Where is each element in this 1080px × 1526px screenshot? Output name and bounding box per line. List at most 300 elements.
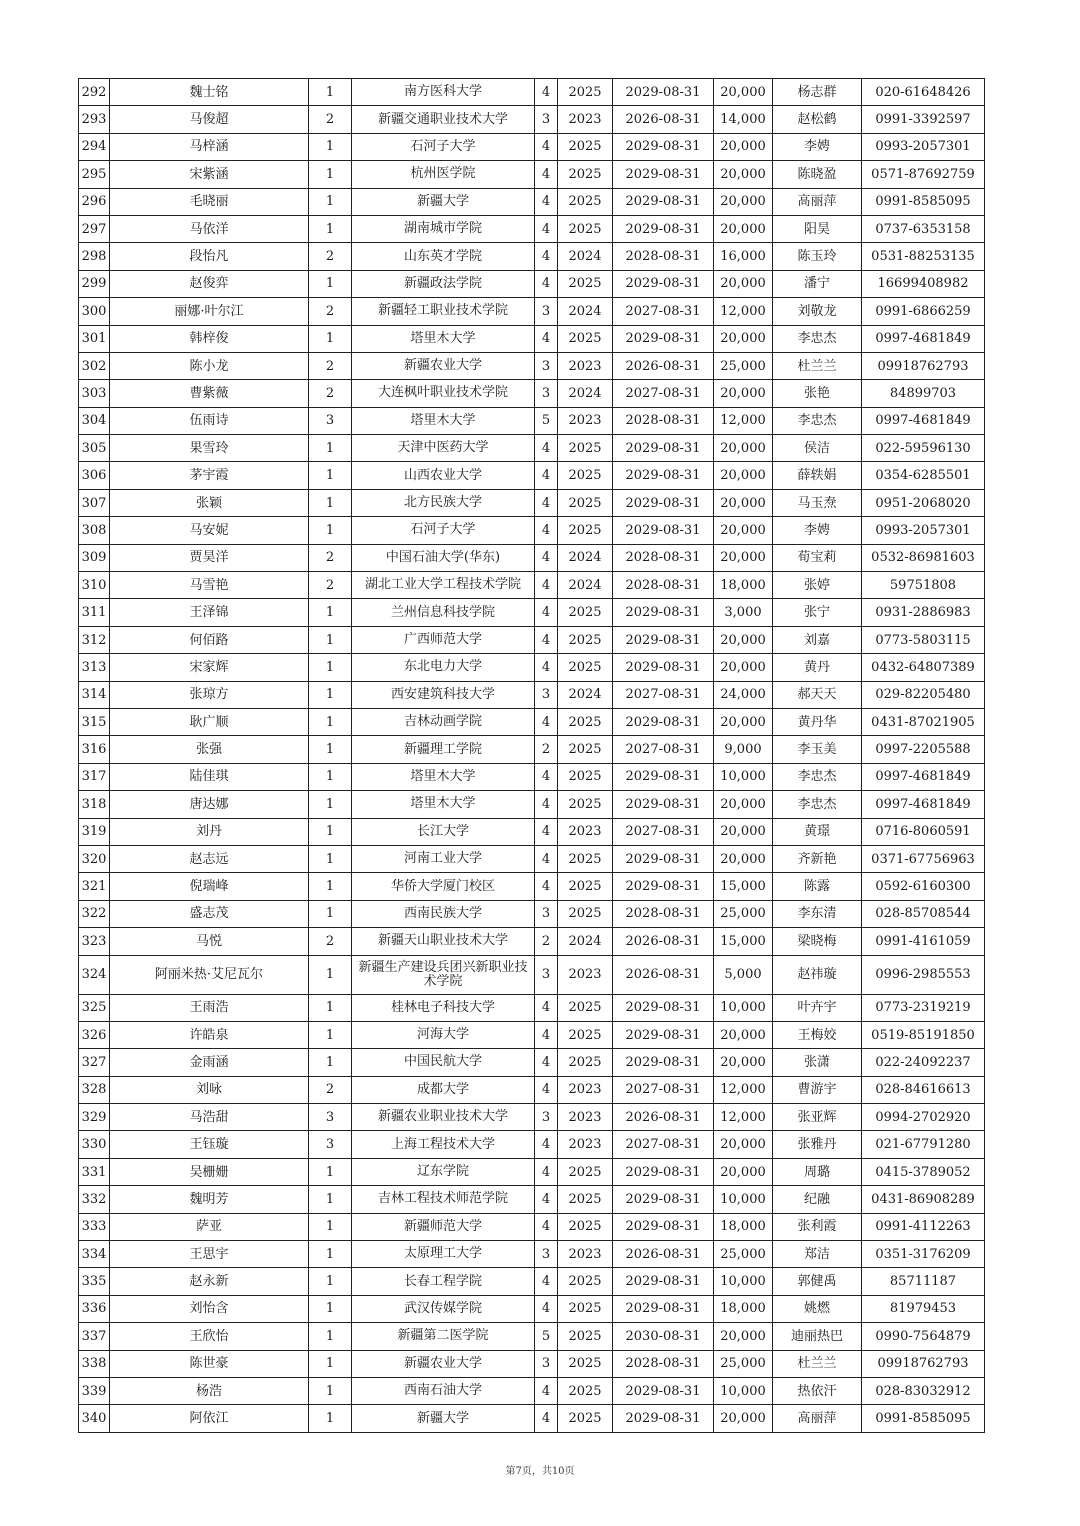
- end-date-cell: 2029-08-31: [613, 489, 714, 516]
- phone-cell: 0996-2985553: [862, 955, 985, 994]
- row-number-cell: 309: [79, 544, 110, 571]
- end-date-cell: 2028-08-31: [613, 900, 714, 927]
- phone-cell: 0991-6866259: [862, 298, 985, 325]
- amount-cell: 15,000: [714, 873, 773, 900]
- start-year-cell: 2024: [558, 681, 613, 708]
- contact-person-cell: 郭健禹: [773, 1268, 862, 1295]
- phone-cell: 0991-8585095: [862, 188, 985, 215]
- phone-cell: 0997-2205588: [862, 736, 985, 763]
- count-cell: 2: [309, 106, 352, 133]
- student-name-cell: 魏明芳: [110, 1186, 309, 1213]
- table-row: [79, 1213, 985, 1240]
- contact-person-cell: 张潇: [773, 1049, 862, 1076]
- duration-cell: 4: [535, 572, 558, 599]
- duration-cell: 4: [535, 215, 558, 242]
- table-row: [79, 1323, 985, 1350]
- count-cell: 2: [309, 380, 352, 407]
- start-year-cell: 2023: [558, 106, 613, 133]
- phone-cell: 0991-4112263: [862, 1213, 985, 1240]
- amount-cell: 20,000: [714, 215, 773, 242]
- duration-cell: 3: [535, 1241, 558, 1268]
- school-name-cell: 吉林工程技术师范学院: [352, 1186, 535, 1213]
- duration-cell: 4: [535, 462, 558, 489]
- phone-cell: 0371-67756963: [862, 845, 985, 872]
- school-name-cell: 新疆第二医学院: [352, 1323, 535, 1350]
- school-name-cell: 长春工程学院: [352, 1268, 535, 1295]
- duration-cell: 4: [535, 708, 558, 735]
- school-name-cell: 新疆农业大学: [352, 352, 535, 379]
- contact-person-cell: 李娉: [773, 517, 862, 544]
- contact-person-cell: 齐新艳: [773, 845, 862, 872]
- contact-person-cell: 张婷: [773, 572, 862, 599]
- phone-cell: 0351-3176209: [862, 1241, 985, 1268]
- amount-cell: 20,000: [714, 133, 773, 160]
- student-name-cell: 韩梓俊: [110, 325, 309, 352]
- duration-cell: 4: [535, 133, 558, 160]
- count-cell: 1: [309, 133, 352, 160]
- row-number-cell: 318: [79, 791, 110, 818]
- student-name-cell: 陈世豪: [110, 1350, 309, 1377]
- row-number-cell: 302: [79, 352, 110, 379]
- row-number-cell: 315: [79, 708, 110, 735]
- phone-cell: 021-67791280: [862, 1131, 985, 1158]
- start-year-cell: 2025: [558, 435, 613, 462]
- start-year-cell: 2025: [558, 1213, 613, 1240]
- row-number-cell: 321: [79, 873, 110, 900]
- start-year-cell: 2025: [558, 462, 613, 489]
- start-year-cell: 2023: [558, 352, 613, 379]
- phone-cell: 16699408982: [862, 270, 985, 297]
- start-year-cell: 2025: [558, 994, 613, 1021]
- contact-person-cell: 高丽萍: [773, 188, 862, 215]
- amount-cell: 20,000: [714, 1131, 773, 1158]
- student-name-cell: 马梓涵: [110, 133, 309, 160]
- contact-person-cell: 马玉焘: [773, 489, 862, 516]
- school-name-cell: 南方医科大学: [352, 79, 535, 106]
- phone-cell: 0737-6353158: [862, 215, 985, 242]
- table-row: [79, 489, 985, 516]
- contact-person-cell: 潘宁: [773, 270, 862, 297]
- duration-cell: 4: [535, 1186, 558, 1213]
- amount-cell: 5,000: [714, 955, 773, 994]
- end-date-cell: 2029-08-31: [613, 1186, 714, 1213]
- table-row: [79, 517, 985, 544]
- row-number-cell: 314: [79, 681, 110, 708]
- end-date-cell: 2029-08-31: [613, 462, 714, 489]
- start-year-cell: 2025: [558, 873, 613, 900]
- school-name-cell: 吉林动画学院: [352, 708, 535, 735]
- start-year-cell: 2025: [558, 188, 613, 215]
- end-date-cell: 2030-08-31: [613, 1323, 714, 1350]
- start-year-cell: 2023: [558, 1131, 613, 1158]
- contact-person-cell: 赵祎璇: [773, 955, 862, 994]
- row-number-cell: 339: [79, 1377, 110, 1404]
- start-year-cell: 2025: [558, 599, 613, 626]
- school-name-cell: 新疆天山职业技术大学: [352, 928, 535, 955]
- table-row: [79, 626, 985, 653]
- row-number-cell: 331: [79, 1158, 110, 1185]
- amount-cell: 20,000: [714, 325, 773, 352]
- start-year-cell: 2024: [558, 572, 613, 599]
- count-cell: 1: [309, 1213, 352, 1240]
- duration-cell: 4: [535, 544, 558, 571]
- table-row: [79, 79, 985, 106]
- row-number-cell: 322: [79, 900, 110, 927]
- start-year-cell: 2025: [558, 1186, 613, 1213]
- contact-person-cell: 李忠杰: [773, 325, 862, 352]
- row-number-cell: 313: [79, 654, 110, 681]
- end-date-cell: 2029-08-31: [613, 1268, 714, 1295]
- duration-cell: 4: [535, 161, 558, 188]
- table-row: [79, 106, 985, 133]
- school-name-cell: 北方民族大学: [352, 489, 535, 516]
- school-name-cell: 河海大学: [352, 1021, 535, 1048]
- duration-cell: 3: [535, 380, 558, 407]
- duration-cell: 4: [535, 763, 558, 790]
- contact-person-cell: 高丽萍: [773, 1405, 862, 1432]
- duration-cell: 4: [535, 188, 558, 215]
- end-date-cell: 2028-08-31: [613, 407, 714, 434]
- phone-cell: 0997-4681849: [862, 325, 985, 352]
- count-cell: 1: [309, 435, 352, 462]
- school-name-cell: 塔里木大学: [352, 791, 535, 818]
- start-year-cell: 2025: [558, 133, 613, 160]
- duration-cell: 2: [535, 736, 558, 763]
- row-number-cell: 299: [79, 270, 110, 297]
- count-cell: 2: [309, 928, 352, 955]
- row-number-cell: 337: [79, 1323, 110, 1350]
- start-year-cell: 2025: [558, 215, 613, 242]
- school-name-cell: 山东英才学院: [352, 243, 535, 270]
- amount-cell: 20,000: [714, 161, 773, 188]
- duration-cell: 4: [535, 994, 558, 1021]
- end-date-cell: 2027-08-31: [613, 1076, 714, 1103]
- duration-cell: 4: [535, 435, 558, 462]
- start-year-cell: 2024: [558, 243, 613, 270]
- phone-cell: 0991-4161059: [862, 928, 985, 955]
- contact-person-cell: 李玉美: [773, 736, 862, 763]
- phone-cell: 09918762793: [862, 1350, 985, 1377]
- count-cell: 1: [309, 873, 352, 900]
- end-date-cell: 2026-08-31: [613, 928, 714, 955]
- amount-cell: 18,000: [714, 1295, 773, 1322]
- contact-person-cell: 刘嘉: [773, 626, 862, 653]
- student-name-cell: 王欣怡: [110, 1323, 309, 1350]
- phone-cell: 0415-3789052: [862, 1158, 985, 1185]
- phone-cell: 0991-8585095: [862, 1405, 985, 1432]
- student-name-cell: 马悦: [110, 928, 309, 955]
- count-cell: 1: [309, 1405, 352, 1432]
- row-number-cell: 304: [79, 407, 110, 434]
- start-year-cell: 2024: [558, 380, 613, 407]
- school-name-cell: 新疆政法学院: [352, 270, 535, 297]
- row-number-cell: 319: [79, 818, 110, 845]
- end-date-cell: 2029-08-31: [613, 1405, 714, 1432]
- table-row: [79, 352, 985, 379]
- row-number-cell: 335: [79, 1268, 110, 1295]
- student-name-cell: 丽娜·叶尔江: [110, 298, 309, 325]
- duration-cell: 4: [535, 1131, 558, 1158]
- duration-cell: 4: [535, 791, 558, 818]
- count-cell: 1: [309, 599, 352, 626]
- count-cell: 1: [309, 1241, 352, 1268]
- table-row: [79, 928, 985, 955]
- count-cell: 1: [309, 517, 352, 544]
- start-year-cell: 2025: [558, 517, 613, 544]
- start-year-cell: 2024: [558, 298, 613, 325]
- student-name-cell: 马依洋: [110, 215, 309, 242]
- count-cell: 1: [309, 325, 352, 352]
- phone-cell: 0951-2068020: [862, 489, 985, 516]
- duration-cell: 4: [535, 818, 558, 845]
- duration-cell: 3: [535, 1104, 558, 1131]
- school-name-cell: 新疆大学: [352, 188, 535, 215]
- start-year-cell: 2025: [558, 1049, 613, 1076]
- contact-person-cell: 黄璟: [773, 818, 862, 845]
- end-date-cell: 2029-08-31: [613, 79, 714, 106]
- amount-cell: 20,000: [714, 626, 773, 653]
- amount-cell: 20,000: [714, 188, 773, 215]
- table-row: [79, 243, 985, 270]
- end-date-cell: 2029-08-31: [613, 1021, 714, 1048]
- school-name-cell: 塔里木大学: [352, 325, 535, 352]
- table-row: [79, 1350, 985, 1377]
- student-name-cell: 王雨浩: [110, 994, 309, 1021]
- table-row: [79, 572, 985, 599]
- contact-person-cell: 李忠杰: [773, 407, 862, 434]
- count-cell: 1: [309, 994, 352, 1021]
- phone-cell: 0997-4681849: [862, 407, 985, 434]
- amount-cell: 20,000: [714, 489, 773, 516]
- count-cell: 1: [309, 708, 352, 735]
- table-row: [79, 380, 985, 407]
- school-name-cell: 塔里木大学: [352, 407, 535, 434]
- student-name-cell: 伍雨诗: [110, 407, 309, 434]
- end-date-cell: 2026-08-31: [613, 106, 714, 133]
- page-footer: 第7页，共10页: [505, 1466, 575, 1477]
- school-name-cell: 中国民航大学: [352, 1049, 535, 1076]
- end-date-cell: 2029-08-31: [613, 599, 714, 626]
- amount-cell: 20,000: [714, 791, 773, 818]
- table-row: [79, 1158, 985, 1185]
- student-name-cell: 陈小龙: [110, 352, 309, 379]
- table-row: [79, 791, 985, 818]
- phone-cell: 59751808: [862, 572, 985, 599]
- count-cell: 1: [309, 1350, 352, 1377]
- start-year-cell: 2025: [558, 736, 613, 763]
- table-row: [79, 1049, 985, 1076]
- student-name-cell: 金雨涵: [110, 1049, 309, 1076]
- row-number-cell: 310: [79, 572, 110, 599]
- amount-cell: 20,000: [714, 1049, 773, 1076]
- amount-cell: 9,000: [714, 736, 773, 763]
- start-year-cell: 2024: [558, 544, 613, 571]
- school-name-cell: 大连枫叶职业技术学院: [352, 380, 535, 407]
- row-number-cell: 332: [79, 1186, 110, 1213]
- student-name-cell: 刘咏: [110, 1076, 309, 1103]
- duration-cell: 4: [535, 1021, 558, 1048]
- end-date-cell: 2027-08-31: [613, 736, 714, 763]
- count-cell: 1: [309, 736, 352, 763]
- student-name-cell: 王泽锦: [110, 599, 309, 626]
- row-number-cell: 340: [79, 1405, 110, 1432]
- school-name-cell: 山西农业大学: [352, 462, 535, 489]
- phone-cell: 028-85708544: [862, 900, 985, 927]
- student-name-cell: 马雪艳: [110, 572, 309, 599]
- count-cell: 1: [309, 270, 352, 297]
- amount-cell: 20,000: [714, 1405, 773, 1432]
- duration-cell: 3: [535, 352, 558, 379]
- count-cell: 1: [309, 900, 352, 927]
- row-number-cell: 306: [79, 462, 110, 489]
- start-year-cell: 2025: [558, 325, 613, 352]
- contact-person-cell: 张利霞: [773, 1213, 862, 1240]
- student-name-cell: 刘丹: [110, 818, 309, 845]
- count-cell: 1: [309, 818, 352, 845]
- end-date-cell: 2026-08-31: [613, 352, 714, 379]
- student-name-cell: 倪瑞峰: [110, 873, 309, 900]
- end-date-cell: 2026-08-31: [613, 1104, 714, 1131]
- contact-person-cell: 陈晓盈: [773, 161, 862, 188]
- duration-cell: 4: [535, 873, 558, 900]
- duration-cell: 3: [535, 106, 558, 133]
- table-row: [79, 681, 985, 708]
- start-year-cell: 2025: [558, 791, 613, 818]
- table-row: [79, 818, 985, 845]
- school-name-cell: 新疆农业职业技术大学: [352, 1104, 535, 1131]
- student-name-cell: 杨浩: [110, 1377, 309, 1404]
- table-row: [79, 1268, 985, 1295]
- start-year-cell: 2025: [558, 1350, 613, 1377]
- table-row: [79, 1076, 985, 1103]
- student-name-cell: 曹紫薇: [110, 380, 309, 407]
- count-cell: 1: [309, 791, 352, 818]
- row-number-cell: 298: [79, 243, 110, 270]
- student-name-cell: 盛志茂: [110, 900, 309, 927]
- amount-cell: 3,000: [714, 599, 773, 626]
- school-name-cell: 新疆农业大学: [352, 1350, 535, 1377]
- phone-cell: 85711187: [862, 1268, 985, 1295]
- row-number-cell: 292: [79, 79, 110, 106]
- phone-cell: 0773-5803115: [862, 626, 985, 653]
- phone-cell: 0993-2057301: [862, 133, 985, 160]
- end-date-cell: 2029-08-31: [613, 708, 714, 735]
- count-cell: 2: [309, 298, 352, 325]
- amount-cell: 20,000: [714, 845, 773, 872]
- phone-cell: 029-82205480: [862, 681, 985, 708]
- count-cell: 1: [309, 681, 352, 708]
- table-row: [79, 873, 985, 900]
- phone-cell: 028-83032912: [862, 1377, 985, 1404]
- school-name-cell: 桂林电子科技大学: [352, 994, 535, 1021]
- end-date-cell: 2026-08-31: [613, 1241, 714, 1268]
- count-cell: 2: [309, 243, 352, 270]
- end-date-cell: 2029-08-31: [613, 791, 714, 818]
- table-row: [79, 900, 985, 927]
- start-year-cell: 2025: [558, 161, 613, 188]
- school-name-cell: 长江大学: [352, 818, 535, 845]
- duration-cell: 3: [535, 900, 558, 927]
- student-name-cell: 贾昊洋: [110, 544, 309, 571]
- row-number-cell: 329: [79, 1104, 110, 1131]
- start-year-cell: 2025: [558, 270, 613, 297]
- contact-person-cell: 周璐: [773, 1158, 862, 1185]
- amount-cell: 18,000: [714, 1213, 773, 1240]
- start-year-cell: 2023: [558, 818, 613, 845]
- table-row: [79, 1405, 985, 1432]
- duration-cell: 3: [535, 681, 558, 708]
- contact-person-cell: 李忠杰: [773, 791, 862, 818]
- phone-cell: 0997-4681849: [862, 791, 985, 818]
- contact-person-cell: 陈玉玲: [773, 243, 862, 270]
- school-name-cell: 太原理工大学: [352, 1241, 535, 1268]
- table-row: [79, 544, 985, 571]
- start-year-cell: 2025: [558, 489, 613, 516]
- school-name-cell: 广西师范大学: [352, 626, 535, 653]
- student-name-cell: 魏士铭: [110, 79, 309, 106]
- table-row: [79, 955, 985, 994]
- end-date-cell: 2029-08-31: [613, 1049, 714, 1076]
- row-number-cell: 320: [79, 845, 110, 872]
- end-date-cell: 2028-08-31: [613, 1350, 714, 1377]
- duration-cell: 4: [535, 243, 558, 270]
- duration-cell: 4: [535, 1405, 558, 1432]
- end-date-cell: 2029-08-31: [613, 1295, 714, 1322]
- start-year-cell: 2025: [558, 708, 613, 735]
- school-name-cell: 湖南城市学院: [352, 215, 535, 242]
- phone-cell: 0991-3392597: [862, 106, 985, 133]
- end-date-cell: 2029-08-31: [613, 626, 714, 653]
- student-name-cell: 马安妮: [110, 517, 309, 544]
- contact-person-cell: 迪丽热巴: [773, 1323, 862, 1350]
- count-cell: 1: [309, 955, 352, 994]
- phone-cell: 0993-2057301: [862, 517, 985, 544]
- row-number-cell: 324: [79, 955, 110, 994]
- count-cell: 1: [309, 462, 352, 489]
- table-row: [79, 763, 985, 790]
- end-date-cell: 2027-08-31: [613, 818, 714, 845]
- count-cell: 2: [309, 544, 352, 571]
- duration-cell: 5: [535, 1323, 558, 1350]
- start-year-cell: 2024: [558, 928, 613, 955]
- phone-cell: 0519-85191850: [862, 1021, 985, 1048]
- phone-cell: 022-59596130: [862, 435, 985, 462]
- phone-cell: 0354-6285501: [862, 462, 985, 489]
- amount-cell: 20,000: [714, 708, 773, 735]
- row-number-cell: 293: [79, 106, 110, 133]
- amount-cell: 12,000: [714, 407, 773, 434]
- row-number-cell: 328: [79, 1076, 110, 1103]
- count-cell: 1: [309, 79, 352, 106]
- end-date-cell: 2027-08-31: [613, 380, 714, 407]
- student-name-cell: 吴栅姗: [110, 1158, 309, 1185]
- end-date-cell: 2029-08-31: [613, 188, 714, 215]
- count-cell: 3: [309, 1104, 352, 1131]
- end-date-cell: 2029-08-31: [613, 1158, 714, 1185]
- contact-person-cell: 杜兰兰: [773, 352, 862, 379]
- row-number-cell: 300: [79, 298, 110, 325]
- student-name-cell: 耿广顺: [110, 708, 309, 735]
- duration-cell: 4: [535, 517, 558, 544]
- student-name-cell: 王思宇: [110, 1241, 309, 1268]
- duration-cell: 4: [535, 654, 558, 681]
- student-name-cell: 果雪玲: [110, 435, 309, 462]
- count-cell: 1: [309, 763, 352, 790]
- phone-cell: 0532-86981603: [862, 544, 985, 571]
- phone-cell: 0432-64807389: [862, 654, 985, 681]
- end-date-cell: 2029-08-31: [613, 435, 714, 462]
- school-name-cell: 成都大学: [352, 1076, 535, 1103]
